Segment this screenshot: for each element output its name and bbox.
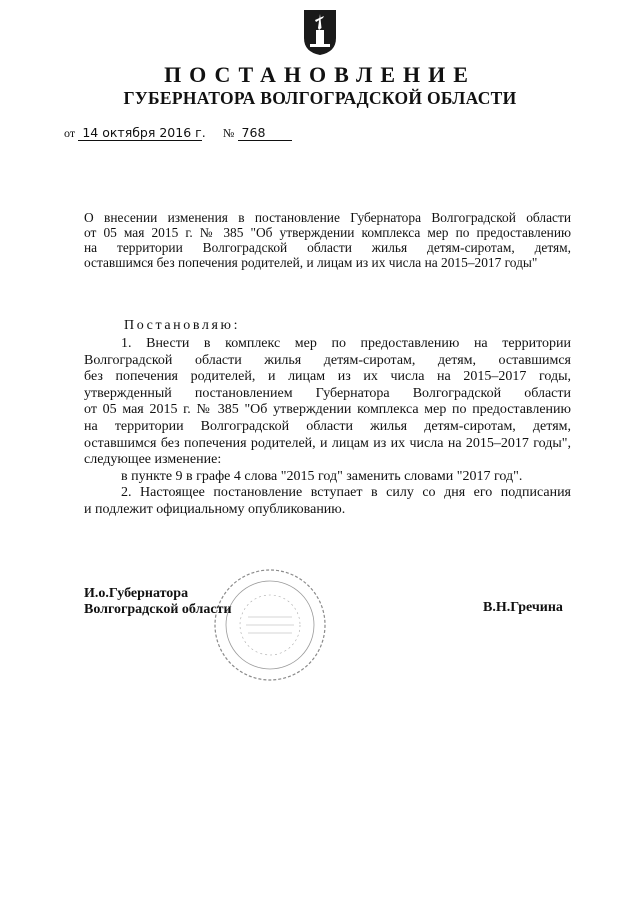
body-line: без попечения родителей, и лицам из их числа на 2015–2017 годы,	[84, 369, 571, 385]
body-line: оставшимся без попечения родителей, и лицам из их числа на 2015–2017 годы",	[84, 435, 571, 451]
date-number-line	[64, 125, 292, 141]
body-line: на территории Волгоградской области жилья детям-сиротам, детям,	[84, 418, 571, 434]
body-line: и подлежит официальному опубликованию.	[84, 501, 346, 517]
body-line: Волгоградской области жилья детям-сиротам, детям, оставшимся	[84, 352, 571, 368]
from-label: от	[64, 126, 76, 140]
body-line: 2. Настоящее постановление вступает в силу со дня его подписания	[121, 485, 571, 501]
body-text	[84, 336, 571, 519]
subject-line: оставшимся без попечения родителей, и лицам из их числа на 2015–2017 годы"	[84, 255, 538, 270]
body-line: от 05 мая 2015 г. № 385 "Об утверждении комплекса мер по предоставлению	[84, 402, 571, 418]
decree-word: Постановляю:	[124, 318, 241, 333]
coat-of-arms-icon	[302, 8, 338, 56]
body-line: следующее изменение:	[84, 452, 222, 468]
document-title: ПОСТАНОВЛЕНИЕ	[164, 62, 476, 87]
body-line: в пункте 9 в графе 4 слова "2015 год" заменить словами "2017 год".	[121, 468, 523, 484]
date-field: 14 октября 2016 г.	[78, 126, 202, 141]
subject-line: от 05 мая 2015 г. № 385 "Об утверждении комплекса мер по предоставлению	[84, 225, 571, 240]
position-line: Волгоградской области	[84, 602, 232, 617]
body-line: утвержденный постановлением Губернатора Волгоградской области	[84, 385, 571, 401]
document-subtitle: ГУБЕРНАТОРА ВОЛГОГРАДСКОЙ ОБЛАСТИ	[123, 88, 517, 108]
number-field: 768	[238, 126, 292, 141]
official-stamp-icon	[210, 565, 330, 685]
number-label: №	[222, 126, 235, 140]
signatory-position	[84, 586, 232, 618]
body-line: 1. Внести в комплекс мер по предоставлению на территории	[121, 336, 571, 351]
position-line: И.о.Губернатора	[84, 586, 189, 601]
subject-line: О внесении изменения в постановление Губернатора Волгоградской области	[84, 210, 571, 225]
signatory-name: В.Н.Гречина	[483, 600, 563, 615]
subject-line: на территории Волгоградской области жилья детям-сиротам, детям,	[84, 240, 571, 255]
subject-block	[84, 210, 571, 270]
